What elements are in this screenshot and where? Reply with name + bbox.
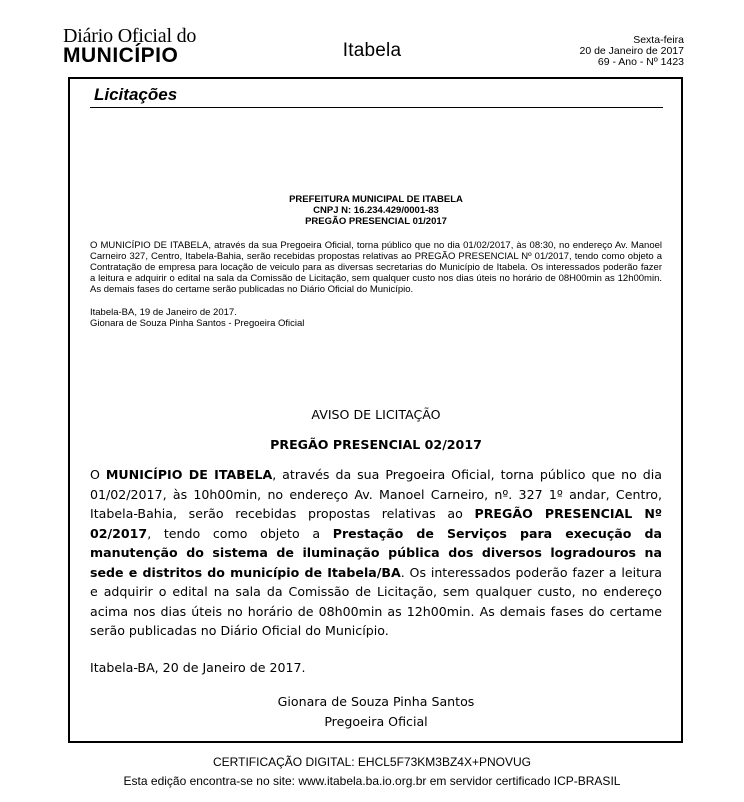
notice-pregao-02 (90, 405, 662, 731)
section-divider (90, 107, 663, 108)
notice-1-date: Itabela-BA, 19 de Janeiro de 2017. (90, 307, 237, 318)
body-text: , através da sua Pregoeira Oficial, torna público que no dia 01/02/2017, às 10h00min, no endereço Av. Manoel Carneiro, nº. 327 1º andar, Centro, Itabela-Bahia, serão recebidas propostas relativas ao (90, 467, 663, 521)
notice-2-signer-role: Pregoeira Oficial (324, 713, 428, 729)
notice-1-header (90, 194, 662, 227)
body-bold-objeto: Prestação de Serviços para execução da manutenção do sistema de iluminação pública dos diversos logradouros na sede e distritos do município de Itabela/BA (90, 525, 662, 580)
notice-1-signer: Gionara de Souza Pinha Santos - Pregoeira Oficial (90, 318, 305, 329)
body-text: O (90, 467, 106, 482)
notice-2-signer-name: Gionara de Souza Pinha Santos (277, 694, 475, 709)
notice-2-date: Itabela-BA, 20 de Janeiro de 2017. (90, 659, 306, 675)
notice-1-cnpj: CNPJ N: 16.234.429/0001-83 (313, 205, 439, 216)
notice-2-title: AVISO DE LICITAÇÃO (311, 407, 441, 422)
content-frame (68, 77, 683, 743)
body-bold-municipio: MUNICÍPIO DE ITABELA (105, 467, 273, 482)
body-text: . Os interessados poderão fazer a leitura e adquirir o edital na sala da Comissão de Licitação, sem qualquer custo, no endereço acima nos dias úteis no horário de 08h00min as 12h00min. As demais fases do certame serão publicadas no Diário Oficial do Município. (90, 564, 662, 638)
body-bold-pregao: PREGÃO PRESENCIAL Nº 02/2017 (90, 506, 662, 541)
weekday: Sexta-feira (633, 34, 684, 46)
edition-date: 20 de Janeiro de 2017 (579, 45, 684, 57)
notice-1-body: O MUNICÍPIO DE ITABELA, através da sua Pregoeira Oficial, torna público que no dia 01/02/2017, às 08:30, no endereço Av. Manoel Carneiro 327, Centro, Itabela-Bahia, serão recebidas propostas relativas ao PREGÃO PRESENCIAL Nº 01/2017, tendo como objeto a Contratação de empresa para locação de veiculo para as diversas secretarias do Município de Itabela. Os interessados poderão fazer a leitura e adquirir o edital na sala da Comissão de Licitação, sem qualquer custo nos dias úteis no horário de 08H00min as 12h00min. As demais fases do certame serão publicadas no Diário Oficial do Município. (90, 240, 662, 295)
edition-info (579, 35, 684, 68)
notice-pregao-01 (90, 194, 662, 329)
city-name: Itabela (342, 40, 402, 61)
notice-1-signature (90, 307, 662, 329)
page-header (0, 0, 744, 75)
section-title: Licitações (94, 85, 178, 104)
notice-1-org: PREFEITURA MUNICIPAL DE ITABELA (289, 194, 463, 205)
notice-1-pregao: PREGÃO PRESENCIAL 01/2017 (305, 216, 447, 227)
notice-2-body (90, 465, 662, 641)
edition-number: 69 - Ano - Nº 1423 (597, 56, 684, 68)
site-note: Esta edição encontra-se no site: www.itabela.ba.io.org.br em servidor certificado ICP-BRASIL (123, 774, 621, 788)
body-text: , tendo como objeto a (147, 525, 333, 541)
logo-line-2: MUNICÍPIO (63, 44, 179, 67)
notice-2-subtitle: PREGÃO PRESENCIAL 02/2017 (270, 436, 482, 452)
digital-certification: CERTIFICAÇÃO DIGITAL: EHCL5F73KM3BZ4X+PNOVUG (213, 755, 531, 769)
notice-2-signature (90, 692, 662, 731)
logo-line-1: Diário Oficial do (63, 25, 197, 47)
page-footer (0, 753, 744, 791)
